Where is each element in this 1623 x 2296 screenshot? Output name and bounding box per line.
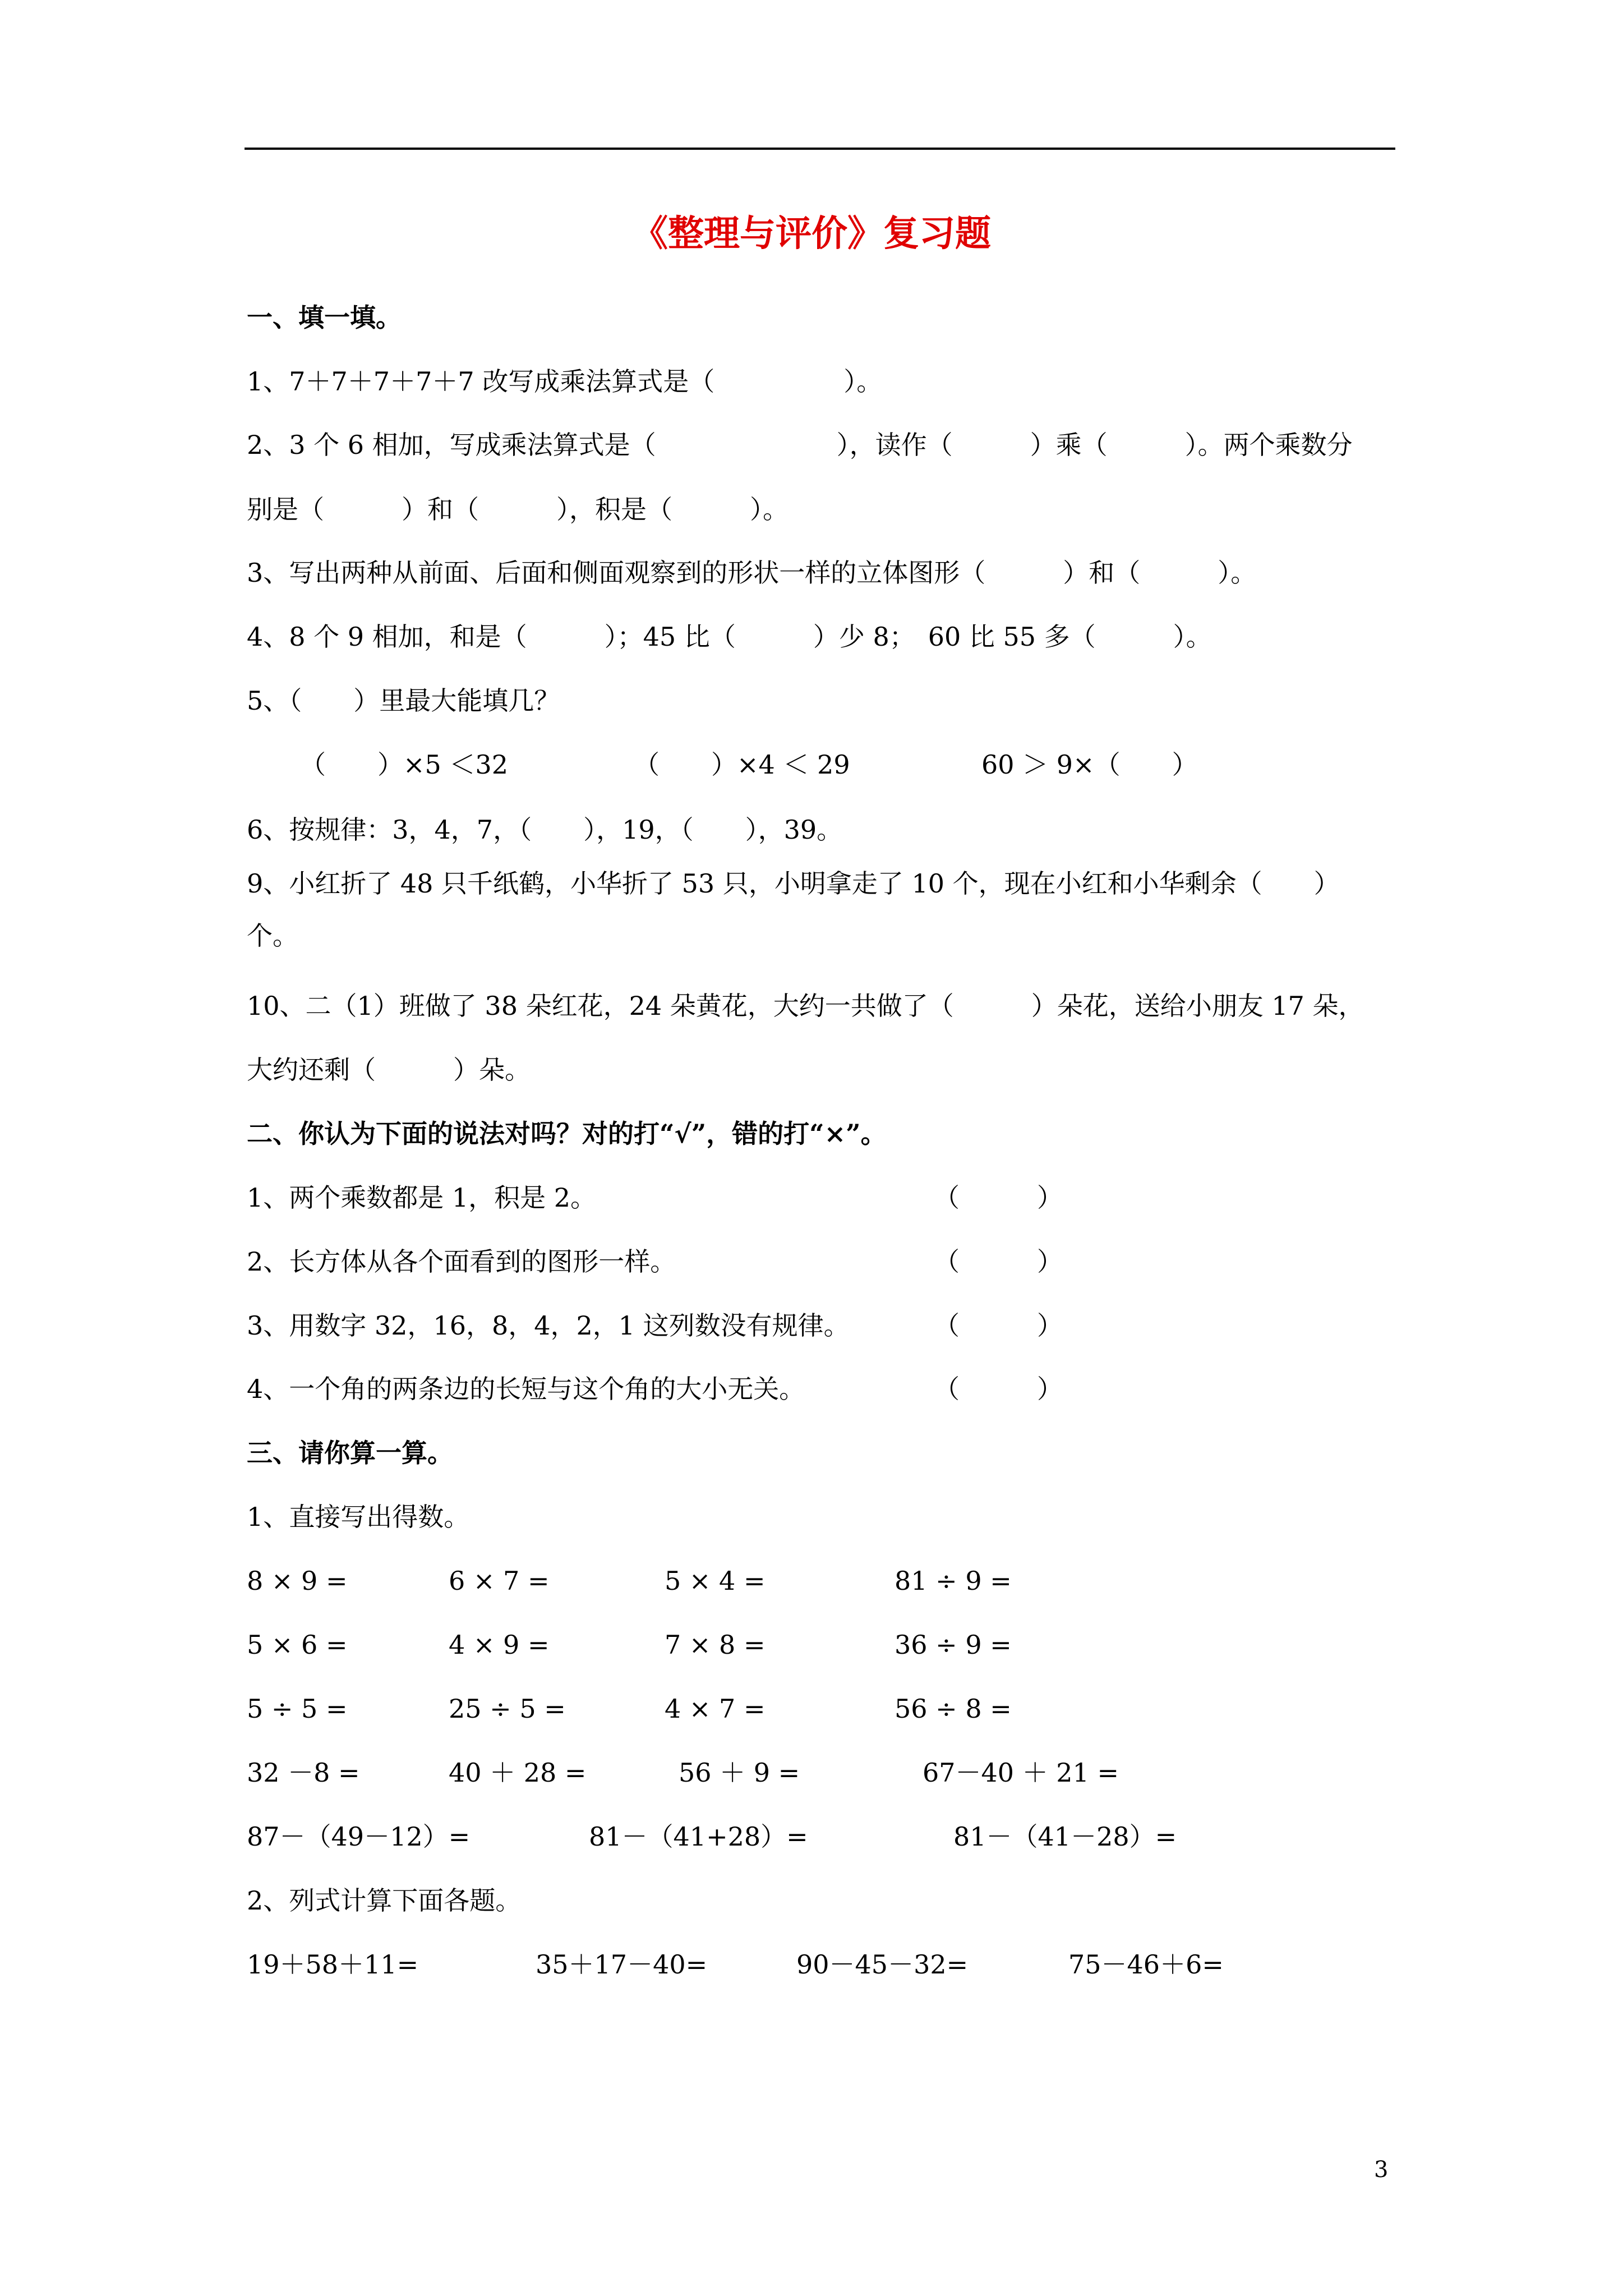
calc-r4-c2: 40 ＋ 28 = (449, 1757, 587, 1788)
question-5-item-b: （ ）×4 ＜ 29 (634, 749, 850, 780)
question-9-line1: 9、小红折了 48 只千纸鹤，小华折了 53 只，小明拿走了 10 个，现在小红和小华剩余（ ） (247, 868, 1340, 899)
section1-heading: 一、填一填。 (247, 302, 402, 333)
judge-bracket-3: （ ） (934, 1310, 1063, 1341)
question-10-line1: 10、二（1）班做了 38 朵红花，24 朵黄花，大约一共做了（ ）朵花，送给小朋友 17 朵， (247, 991, 1364, 1021)
judge-item-3: 3、用数字 32，16，8，4，2，1 这列数没有规律。 (247, 1310, 850, 1341)
judge-item-4: 4、一个角的两条边的长短与这个角的大小无关。 (247, 1374, 805, 1404)
question-10-line2: 大约还剩（ ）朵。 (247, 1055, 531, 1085)
calc-r5-c1: 87－（49－12）= (247, 1821, 471, 1852)
question-3: 3、写出两种从前面、后面和侧面观察到的形状一样的立体图形（ ）和（ ）。 (247, 558, 1257, 588)
expr-c2: 35＋17－40= (536, 1949, 708, 1980)
page-number: 3 (1374, 2157, 1389, 2183)
question-2-line1: 2、3 个 6 相加，写成乘法算式是（ ），读作（ ）乘（ ）。两个乘数分 (247, 430, 1353, 460)
section3-sub1: 1、直接写出得数。 (247, 1502, 470, 1532)
calc-r3-c2: 25 ÷ 5 = (449, 1694, 566, 1724)
calc-r3-c1: 5 ÷ 5 = (247, 1694, 348, 1724)
question-5-item-c: 60 ＞ 9×（ ） (981, 749, 1198, 780)
section3-heading: 三、请你算一算。 (247, 1438, 453, 1468)
calc-r5-c2: 81－（41+28）= (589, 1821, 808, 1852)
question-4: 4、8 个 9 相加，和是（ ）；45 比（ ）少 8； 60 比 55 多（ ）。 (247, 622, 1212, 652)
judge-item-1: 1、两个乘数都是 1，积是 2。 (247, 1182, 597, 1213)
judge-bracket-2: （ ） (934, 1246, 1063, 1277)
section2-heading: 二、你认为下面的说法对吗？对的打“√”，错的打“×”。 (247, 1119, 887, 1149)
page-title: 《整理与评价》复习题 (632, 213, 991, 255)
calc-r1-c1: 8 × 9 = (247, 1566, 348, 1596)
question-2-line2: 别是（ ）和（ ），积是（ ）。 (247, 494, 789, 524)
calc-r4-c1: 32 －8 = (247, 1757, 360, 1788)
calc-r4-c4: 67－40 ＋ 21 = (923, 1757, 1119, 1788)
question-5: 5、（ ）里最大能填几？ (247, 685, 560, 716)
judge-bracket-4: （ ） (934, 1374, 1063, 1404)
expr-c4: 75－46＋6= (1068, 1949, 1224, 1980)
question-1: 1、7＋7＋7＋7＋7 改写成乘法算式是（ ）。 (247, 366, 883, 397)
calc-r1-c3: 5 × 4 = (665, 1566, 766, 1596)
calc-r4-c3: 56 ＋ 9 = (679, 1757, 800, 1788)
calc-r2-c3: 7 × 8 = (665, 1630, 766, 1660)
expr-c1: 19＋58＋11= (247, 1949, 419, 1980)
calc-r3-c4: 56 ÷ 8 = (895, 1694, 1012, 1724)
calc-r1-c4: 81 ÷ 9 = (895, 1566, 1012, 1596)
section3-sub2: 2、列式计算下面各题。 (247, 1885, 522, 1916)
calc-r5-c3: 81－（41－28）= (953, 1821, 1177, 1852)
calc-r1-c2: 6 × 7 = (449, 1566, 550, 1596)
question-6: 6、按规律：3，4，7，（ ），19，（ ），39。 (247, 815, 843, 845)
calc-r2-c4: 36 ÷ 9 = (895, 1630, 1012, 1660)
calc-r3-c3: 4 × 7 = (665, 1694, 766, 1724)
question-5-item-a: （ ）×5 ＜32 (300, 749, 508, 780)
calc-r2-c2: 4 × 9 = (449, 1630, 550, 1660)
calc-r2-c1: 5 × 6 = (247, 1630, 348, 1660)
judge-item-2: 2、长方体从各个面看到的图形一样。 (247, 1246, 676, 1277)
question-9-line2: 个。 (247, 921, 298, 951)
header-rule (245, 148, 1395, 150)
expr-c3: 90－45－32= (796, 1949, 969, 1980)
judge-bracket-1: （ ） (934, 1182, 1063, 1213)
